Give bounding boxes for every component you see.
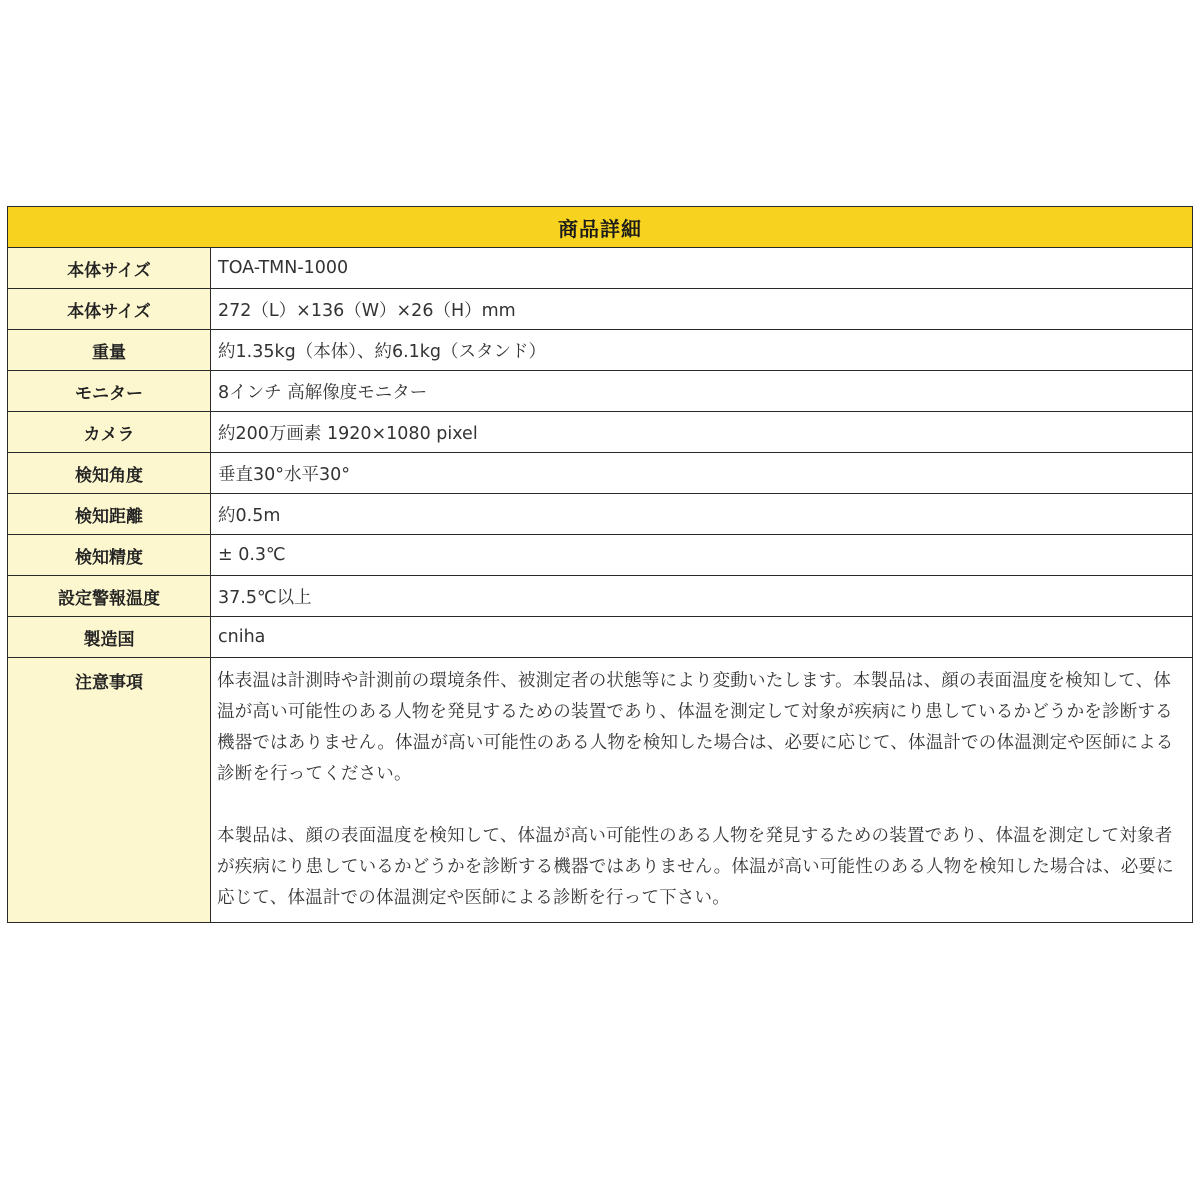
row-value: 272（L）×136（W）×26（H）mm (211, 289, 1193, 330)
row-value: 8インチ 高解像度モニター (211, 371, 1193, 412)
row-label: カメラ (8, 412, 211, 453)
table-title: 商品詳細 (8, 207, 1193, 248)
row-label: 重量 (8, 330, 211, 371)
row-value: 約1.35kg（本体）、約6.1kg（スタンド） (211, 330, 1193, 371)
row-label: 検知距離 (8, 494, 211, 535)
row-label: 検知角度 (8, 453, 211, 494)
table-row (8, 494, 1193, 535)
row-label: 設定警報温度 (8, 576, 211, 617)
row-label: 本体サイズ (8, 289, 211, 330)
table-row (8, 576, 1193, 617)
table-row (8, 330, 1193, 371)
notes-label: 注意事項 (8, 658, 211, 923)
row-value: cniha (211, 617, 1193, 658)
notes-content (211, 658, 1193, 923)
table-header-row (8, 207, 1193, 248)
row-value: 垂直30°水平30° (211, 453, 1193, 494)
row-value: 約0.5m (211, 494, 1193, 535)
table-row (8, 289, 1193, 330)
notes-paragraph: 体表温は計測時や計測前の環境条件、被測定者の状態等により変動いたします。本製品は、顔の表面温度を検知して、体温が高い可能性のある人物を発見するための装置であり、体温を測定して対象が疾病にり患しているかどうかを診断する機器ではありません。体温が高い可能性のある人物を検知した場合は、必要に応じて、体温計での体温測定や医師による診断を行ってください。 (217, 671, 1174, 784)
table-row (8, 248, 1193, 289)
notes-row (8, 658, 1193, 923)
row-label: 検知精度 (8, 535, 211, 576)
row-label: 製造国 (8, 617, 211, 658)
row-value: 約200万画素 1920×1080 pixel (211, 412, 1193, 453)
table-row (8, 453, 1193, 494)
table-row (8, 617, 1193, 658)
product-details-table (7, 206, 1193, 923)
row-value: ± 0.3℃ (211, 535, 1193, 576)
row-value: 37.5℃以上 (211, 576, 1193, 617)
table-row (8, 535, 1193, 576)
notes-paragraph: 本製品は、顔の表面温度を検知して、体温が高い可能性のある人物を発見するための装置であり、体温を測定して対象者が疾病にり患しているかどうかを診断する機器ではありません。体温が高い可能性のある人物を検知した場合は、必要に応じて、体温計での体温測定や医師による診断を行って下さい。 (217, 826, 1174, 908)
row-label: 本体サイズ (8, 248, 211, 289)
row-label: モニター (8, 371, 211, 412)
table-row (8, 412, 1193, 453)
row-value: TOA-TMN-1000 (211, 248, 1193, 289)
table-row (8, 371, 1193, 412)
